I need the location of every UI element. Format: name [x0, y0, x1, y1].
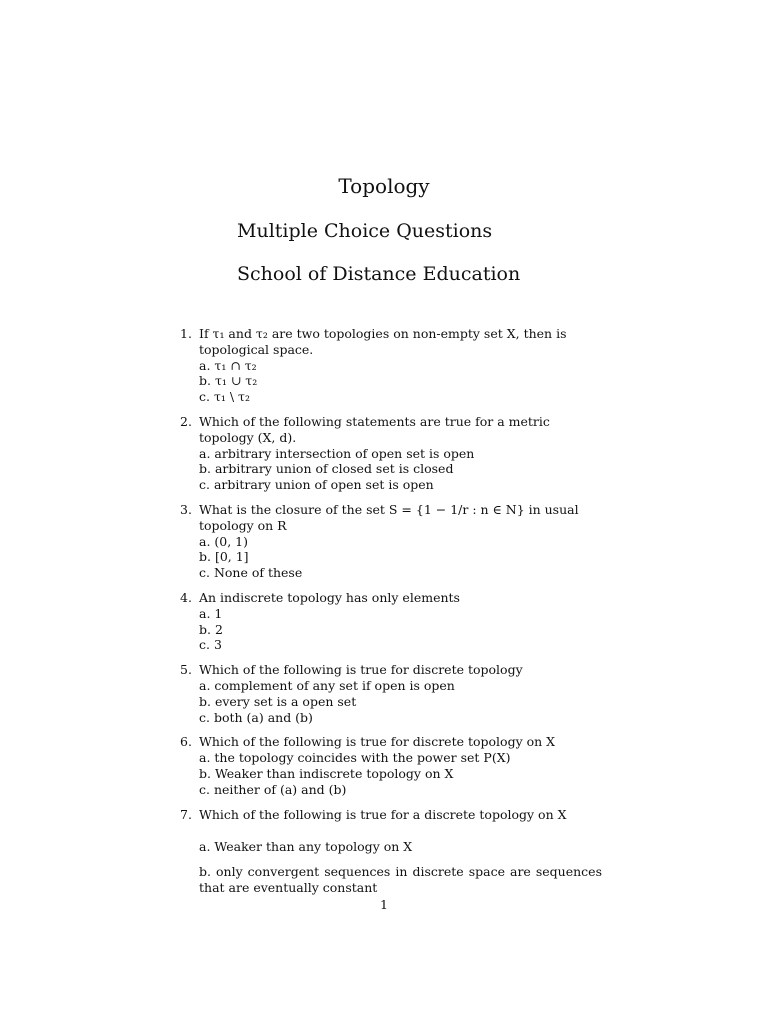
question-number: 1.: [180, 326, 192, 341]
question-3: [180, 502, 602, 581]
option-c: c. arbitrary union of open set is open: [199, 477, 434, 493]
question-number: 4.: [180, 589, 192, 605]
page-number: 1: [380, 897, 388, 912]
option-c: c. τ₁ \ τ₂: [199, 389, 250, 405]
question-text: Which of the following is true for a discrete topology on X: [199, 806, 567, 822]
question-list: [180, 326, 602, 905]
question-7: [180, 807, 602, 896]
question-text: Which of the following is true for discrete topology on X: [199, 734, 556, 750]
question-number: 6.: [180, 734, 192, 750]
question-text: If τ₁ and τ₂ are two topologies on non-empty set X, then is topological space.: [199, 326, 567, 357]
option-c: c. 3: [199, 637, 222, 653]
option-a: a. Weaker than any topology on X: [199, 839, 413, 855]
option-c: c. both (a) and (b): [199, 709, 313, 725]
question-6: [180, 734, 602, 797]
option-a: a. τ₁ ∩ τ₂: [199, 357, 257, 373]
option-c: c. neither of (a) and (b): [199, 781, 347, 797]
question-text: Which of the following is true for discrete topology: [199, 662, 523, 678]
option-c: c. None of these: [199, 565, 303, 581]
option-b: b. only convergent sequences in discrete space are sequences that are eventually constant: [199, 864, 602, 895]
question-text: An indiscrete topology has only elements: [199, 589, 460, 605]
question-2: [180, 414, 602, 493]
question-4: [180, 590, 602, 653]
question-5: [180, 662, 602, 725]
option-a: a. 1: [199, 605, 223, 621]
option-a: a. complement of any set if open is open: [199, 677, 455, 693]
question-number: 2.: [180, 413, 192, 429]
institution-name: School of Distance Education: [237, 263, 521, 285]
option-b: b. every set is a open set: [199, 693, 357, 709]
question-text: Which of the following statements are true for a metric topology (X, d).: [199, 413, 550, 445]
option-b: b. τ₁ ∪ τ₂: [199, 373, 258, 389]
option-b: b. 2: [199, 621, 223, 637]
option-a: a. (0, 1): [199, 533, 249, 549]
document-title: Topology: [338, 174, 430, 198]
option-a: a. the topology coincides with the power set P(X): [199, 750, 511, 766]
option-b: b. arbitrary union of closed set is closed: [199, 461, 454, 477]
question-number: 7.: [180, 806, 192, 822]
question-number: 5.: [180, 662, 192, 678]
option-b: b. [0, 1]: [199, 549, 249, 565]
option-b: b. Weaker than indiscrete topology on X: [199, 765, 454, 781]
question-1: [180, 326, 602, 405]
option-a: a. arbitrary intersection of open set is open: [199, 445, 475, 461]
question-number: 3.: [180, 501, 192, 517]
question-text: What is the closure of the set S = {1 − 1/r : n ∈ N} in usual topology on R: [199, 501, 579, 533]
document-subtitle: Multiple Choice Questions: [237, 220, 493, 242]
